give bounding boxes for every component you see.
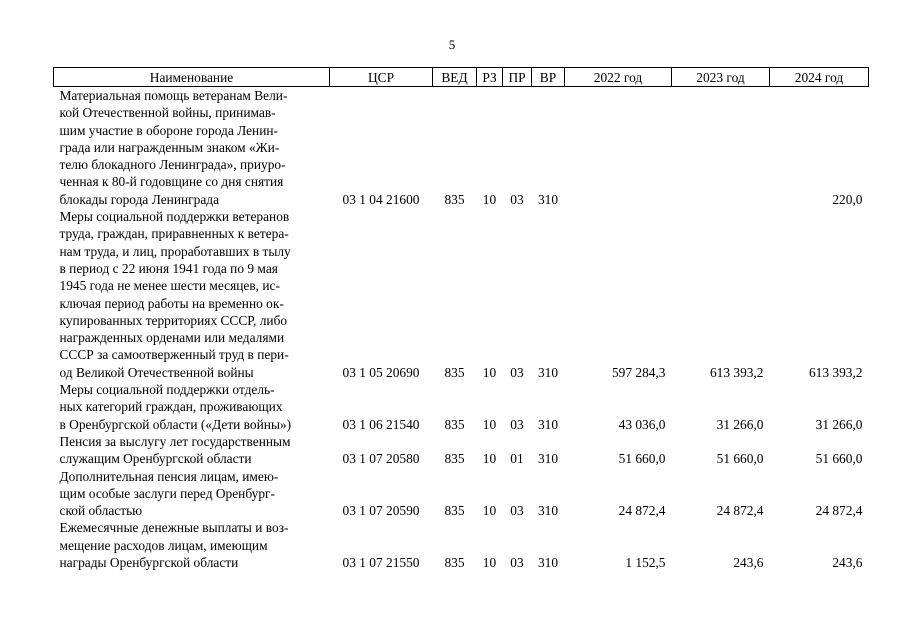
row-ved: 835: [444, 191, 465, 207]
row-2022: 24 872,4: [618, 503, 666, 519]
row-ved: 835: [444, 503, 465, 519]
row-rz: 10: [482, 416, 497, 432]
row-csr: 03 1 05 20690: [342, 364, 420, 380]
row-2022: [565, 87, 672, 209]
header-vr: ВР: [532, 68, 565, 87]
row-2024: 613 393,2: [808, 364, 863, 380]
row-name: Ежемесячные денежные выплаты и воз- мещение расходов лицам, имеющим награды Оренбургской области: [59, 520, 289, 571]
table-row: [54, 208, 869, 381]
row-2023: 31 266,0: [716, 416, 764, 432]
row-vr: 310: [537, 364, 559, 380]
row-csr: 03 1 04 21600: [342, 191, 420, 207]
row-pr: 03: [510, 364, 524, 380]
row-pr: 03: [510, 555, 524, 571]
row-name: Материальная помощь ветеранам Вели- кой Отечественной войны, принимав- шим участие в обороне города Ленин- града или награжденным знаком «Жи- телю блокадного Ленинграда», приуро- ченная к 80-й годовщине со дня снятия блокады города Ленинграда: [59, 88, 288, 207]
row-2022: 43 036,0: [618, 416, 666, 432]
row-2023: 243,6: [733, 555, 764, 571]
row-name: Меры социальной поддержки отдель- ных категорий граждан, проживающих в Оренбургской области («Дети войны»): [59, 382, 292, 432]
budget-table: [53, 67, 869, 571]
row-2024: 24 872,4: [815, 503, 863, 519]
header-name: Наименование: [54, 68, 330, 87]
header-csr: ЦСР: [330, 68, 433, 87]
table-row: [54, 381, 869, 433]
row-ved: 835: [444, 364, 465, 380]
row-rz: 10: [482, 451, 497, 467]
row-rz: 10: [482, 555, 497, 571]
table-row: [54, 433, 869, 468]
row-2024: 51 660,0: [815, 451, 863, 467]
table-row: [54, 519, 869, 571]
row-2023: [672, 87, 770, 209]
row-2023: 51 660,0: [716, 451, 764, 467]
row-vr: 310: [537, 503, 559, 519]
page-number: 5: [448, 37, 456, 52]
row-2022: 51 660,0: [618, 451, 666, 467]
row-vr: 310: [537, 191, 559, 207]
row-name: Пенсия за выслугу лет государственным служащим Оренбургской области: [59, 433, 291, 467]
row-2024: 220,0: [832, 191, 863, 207]
row-2022: 597 284,3: [611, 364, 666, 380]
row-pr: 03: [510, 503, 524, 519]
header-2023: 2023 год: [672, 68, 770, 87]
header-2024: 2024 год: [770, 68, 869, 87]
row-rz: 10: [482, 191, 497, 207]
row-name: Меры социальной поддержки ветеранов труда, граждан, приравненных к ветера- нам труда, и лиц, проработавших в тылу в период с 22 июня 1941 года по 9 мая 1945 года не менее шести месяцев, ис- ключая период работы на временно ок- купированных территориях СССР, либо награжденных орденами или медалями СССР за самоотверженный труд в пери- од Великой Отечественной войны: [59, 209, 291, 380]
row-csr: 03 1 06 21540: [342, 416, 420, 432]
row-vr: 310: [537, 416, 559, 432]
table-row: [54, 468, 869, 520]
header-row: [54, 68, 869, 87]
row-rz: 10: [482, 364, 497, 380]
table-row: [54, 87, 869, 209]
header-ved: ВЕД: [433, 68, 477, 87]
header-pr: ПР: [503, 68, 532, 87]
row-vr: 310: [537, 555, 559, 571]
row-pr: 03: [510, 416, 524, 432]
row-2023: 24 872,4: [716, 503, 764, 519]
row-pr: 03: [510, 191, 524, 207]
row-2022: 1 152,5: [625, 555, 666, 571]
row-vr: 310: [537, 451, 559, 467]
row-name: Дополнительная пенсия лицам, имею- щим особые заслуги перед Оренбург- ской областью: [59, 468, 279, 519]
row-csr: 03 1 07 20580: [342, 451, 420, 467]
row-ved: 835: [444, 555, 465, 571]
row-ved: 835: [444, 451, 465, 467]
row-pr: 01: [510, 451, 524, 467]
row-2023: 613 393,2: [709, 364, 764, 380]
row-csr: 03 1 07 20590: [342, 503, 420, 519]
row-rz: 10: [482, 503, 497, 519]
row-2024: 31 266,0: [815, 416, 863, 432]
header-rz: РЗ: [477, 68, 503, 87]
row-2024: 243,6: [832, 555, 863, 571]
row-csr: 03 1 07 21550: [342, 555, 420, 571]
header-2022: 2022 год: [565, 68, 672, 87]
row-ved: 835: [444, 416, 465, 432]
